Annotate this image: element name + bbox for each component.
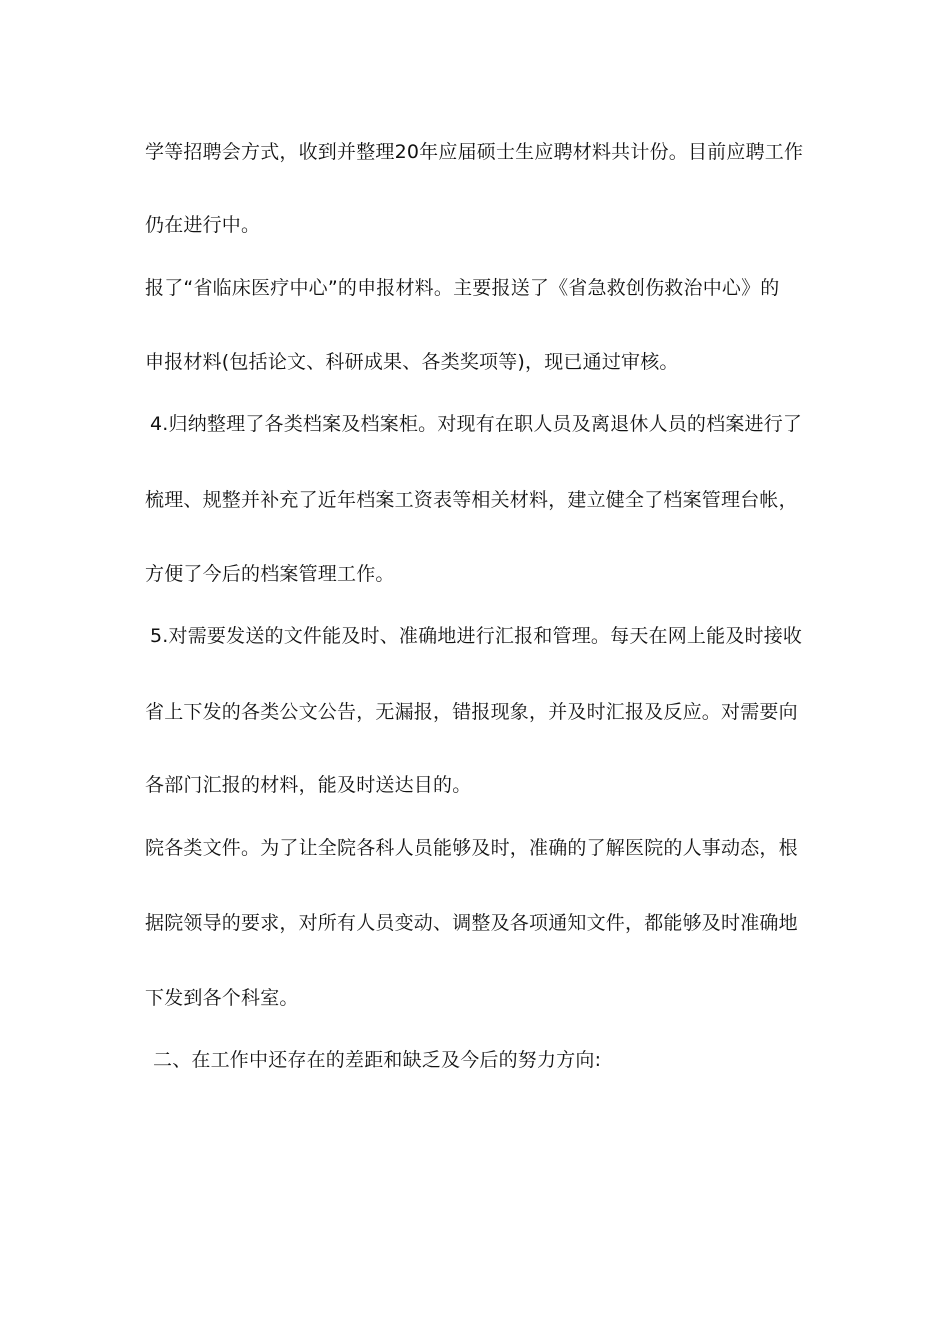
text-line: 下发到各个科室。	[145, 987, 299, 1009]
text-line: 仍在进行中。	[145, 214, 261, 236]
text-line: 各部门汇报的材料，能及时送达目的。	[145, 774, 472, 796]
text-line: 据院领导的要求，对所有人员变动、调整及各项通知文件，都能够及时准确地	[145, 912, 798, 934]
text-line: 学等招聘会方式，收到并整理20年应届硕士生应聘材料共计份。目前应聘工作	[145, 141, 804, 163]
section-heading: 二、在工作中还存在的差距和缺乏及今后的努力方向:	[153, 1049, 602, 1071]
text-line: 院各类文件。为了让全院各科人员能够及时，准确的了解医院的人事动态，根	[145, 837, 798, 859]
text-line: 方便了今后的档案管理工作。	[145, 563, 395, 585]
text-line: 报了“省临床医疗中心”的申报材料。主要报送了《省急救创伤救治中心》的	[145, 277, 780, 299]
text-line: 省上下发的各类公文公告，无漏报，错报现象，并及时汇报及反应。对需要向	[145, 701, 798, 723]
text-line: 4.归纳整理了各类档案及档案柜。对现有在职人员及离退休人员的档案进行了	[150, 413, 803, 435]
text-line: 5.对需要发送的文件能及时、准确地进行汇报和管理。每天在网上能及时接收	[150, 625, 803, 647]
text-line: 申报材料(包括论文、科研成果、各类奖项等)，现已通过审核。	[145, 351, 679, 373]
text-line: 梳理、规整并补充了近年档案工资表等相关材料，建立健全了档案管理台帐，	[145, 489, 798, 511]
